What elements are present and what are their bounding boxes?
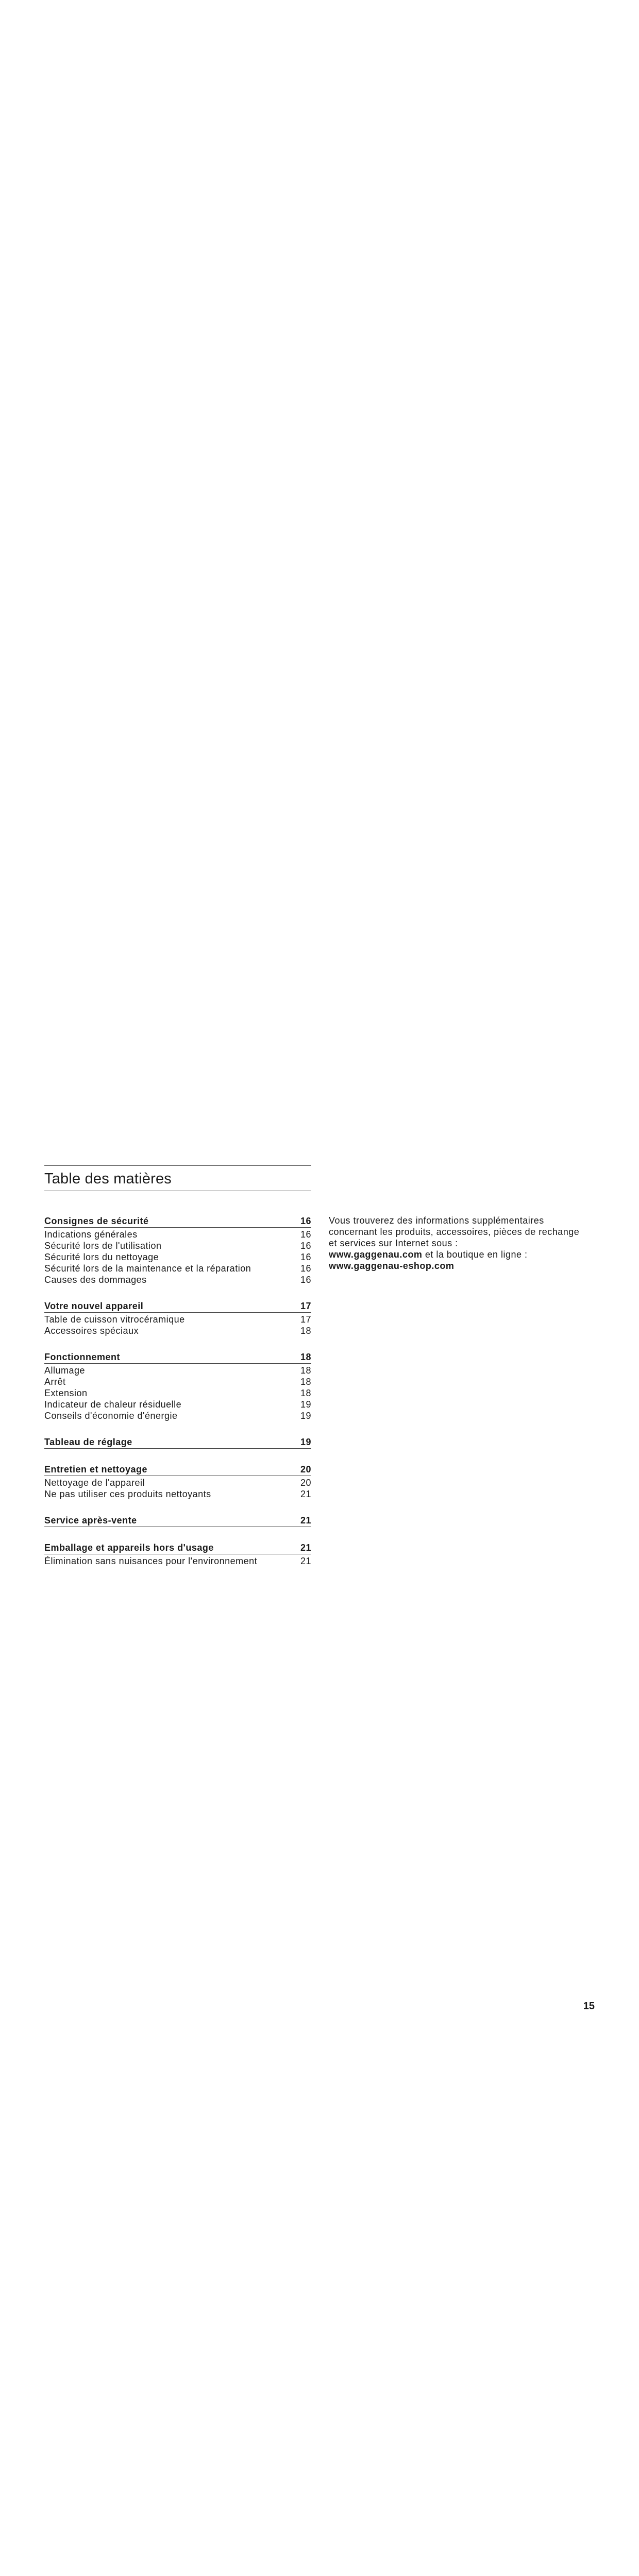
toc-entry[interactable] [44,1410,311,1421]
toc-section [44,1463,311,1500]
toc-entry[interactable] [44,1240,311,1251]
toc-heading-label: Consignes de sécurité [44,1216,149,1226]
toc-entry-label: Sécurité lors de la maintenance et la réparation [44,1263,251,1274]
toc-entry-label: Arrêt [44,1377,66,1387]
toc-entry-page: 16 [300,1229,311,1240]
toc-section [44,1351,311,1421]
toc-heading-page: 16 [300,1216,311,1226]
toc-heading-page: 18 [300,1352,311,1362]
toc-heading-page: 19 [300,1437,311,1447]
toc-heading-label: Emballage et appareils hors d'usage [44,1543,214,1553]
toc-entry[interactable] [44,1376,311,1387]
toc-entry[interactable] [44,1488,311,1500]
toc-entry-page: 18 [300,1377,311,1387]
info-text: Vous trouverez des informations supplémentaires concernant les produits, accessoires, pièces de rechange et services sur Internet sous : [329,1215,580,1248]
info-paragraph [329,1215,581,1272]
toc-entry[interactable] [44,1274,311,1285]
toc-heading-page: 21 [300,1515,311,1526]
toc-entry-page: 16 [300,1252,311,1262]
toc-entry-label: Causes des dommages [44,1275,147,1285]
toc-entry[interactable] [44,1251,311,1263]
toc-entry-label: Conseils d'économie d'énergie [44,1411,178,1421]
toc-entry-label: Table de cuisson vitrocéramique [44,1314,185,1325]
toc-section [44,1215,311,1285]
toc-section [44,1541,311,1567]
toc-heading-label: Tableau de réglage [44,1437,132,1447]
toc-entry[interactable] [44,1387,311,1399]
toc-heading-label: Entretien et nettoyage [44,1464,148,1475]
gaggenau-link[interactable]: www.gaggenau.com [329,1249,423,1260]
toc-heading[interactable] [44,1351,311,1364]
toc-entry-page: 17 [300,1314,311,1325]
toc-heading-label: Fonctionnement [44,1352,120,1362]
toc-entry-label: Extension [44,1388,88,1398]
toc-entry[interactable] [44,1325,311,1336]
toc-entry-page: 16 [300,1263,311,1274]
toc-entry[interactable] [44,1314,311,1325]
toc-entry-page: 16 [300,1275,311,1285]
toc-heading[interactable] [44,1541,311,1554]
toc-entry-page: 20 [300,1478,311,1488]
toc-section [44,1436,311,1449]
toc-heading[interactable] [44,1463,311,1476]
toc-entry-label: Indicateur de chaleur résiduelle [44,1399,182,1410]
info-text-2: et la boutique en ligne : [422,1249,528,1260]
toc-entry-label: Nettoyage de l'appareil [44,1478,145,1488]
toc-section [44,1514,311,1527]
toc-entry[interactable] [44,1477,311,1488]
table-of-contents [44,1215,311,1581]
toc-heading[interactable] [44,1436,311,1449]
toc-entry-label: Sécurité lors de l'utilisation [44,1241,162,1251]
toc-entry[interactable] [44,1263,311,1274]
toc-entry[interactable] [44,1365,311,1376]
toc-entry-page: 18 [300,1388,311,1398]
title-block [44,1165,311,1191]
toc-entry-page: 21 [300,1489,311,1499]
toc-heading-page: 20 [300,1464,311,1475]
toc-entry[interactable] [44,1399,311,1410]
toc-heading[interactable] [44,1514,311,1527]
toc-heading-label: Service après-vente [44,1515,137,1526]
toc-section [44,1300,311,1336]
toc-entry[interactable] [44,1229,311,1240]
toc-entry-page: 19 [300,1411,311,1421]
toc-entry-label: Ne pas utiliser ces produits nettoyants [44,1489,211,1499]
toc-entry[interactable] [44,1555,311,1567]
toc-entry-page: 19 [300,1399,311,1410]
toc-entry-page: 18 [300,1326,311,1336]
toc-entry-page: 16 [300,1241,311,1251]
toc-entry-label: Allumage [44,1365,86,1376]
toc-heading-page: 17 [300,1301,311,1311]
page-number: 15 [583,2001,595,2012]
toc-entry-label: Élimination sans nuisances pour l'environnement [44,1556,258,1566]
toc-entry-label: Sécurité lors du nettoyage [44,1252,159,1262]
toc-entry-page: 21 [300,1556,311,1566]
toc-heading-page: 21 [300,1543,311,1553]
toc-entry-label: Indications générales [44,1229,138,1240]
toc-entry-label: Accessoires spéciaux [44,1326,139,1336]
toc-heading-label: Votre nouvel appareil [44,1301,144,1311]
gaggenau-eshop-link[interactable]: www.gaggenau-eshop.com [329,1261,455,1271]
toc-entry-page: 18 [300,1365,311,1376]
toc-heading[interactable] [44,1215,311,1228]
page-title: Table des matières [44,1171,172,1187]
toc-heading[interactable] [44,1300,311,1313]
